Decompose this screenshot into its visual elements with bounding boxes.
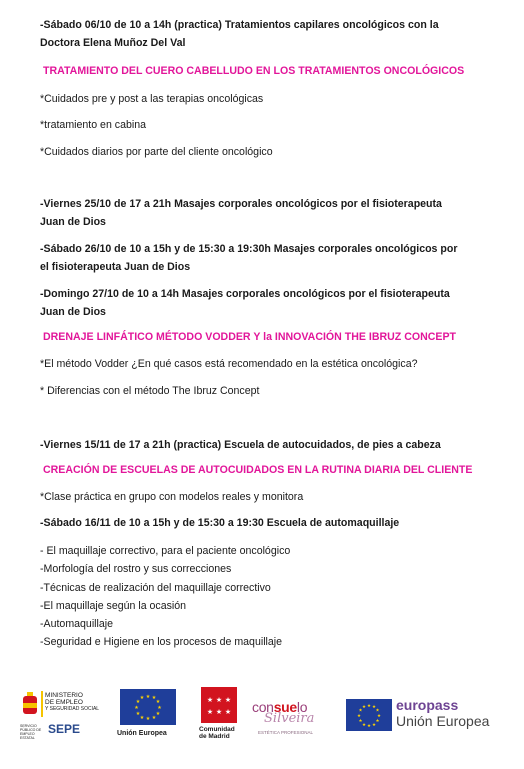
bullet-item: *Cuidados pre y post a las terapias oncológicas xyxy=(40,93,264,105)
svg-text:★: ★ xyxy=(206,708,214,716)
svg-text:★: ★ xyxy=(139,715,145,721)
section-heading: DRENAJE LINFÁTICO MÉTODO VODDER Y la INNOVACIÓN THE IBRUZ CONCEPT xyxy=(43,331,456,343)
madrid-text: Comunidad xyxy=(199,726,235,733)
eu-flag-icon xyxy=(120,689,176,725)
svg-text:★: ★ xyxy=(145,716,151,722)
silveira-text: Silveira xyxy=(264,711,315,726)
bullet-item: *El método Vodder ¿En qué casos está recomendado en la estética oncológica? xyxy=(40,358,418,370)
svg-text:★: ★ xyxy=(358,708,363,714)
session-line: -Domingo 27/10 de 10 a 14h Masajes corporales oncológicos por el fisioterapeuta xyxy=(40,288,450,300)
svg-text:★: ★ xyxy=(151,695,157,701)
sponsor-logos xyxy=(0,683,524,743)
madrid-text: de Madrid xyxy=(199,733,230,740)
svg-text:★: ★ xyxy=(366,704,372,709)
svg-text:★: ★ xyxy=(134,705,139,711)
svg-text:★: ★ xyxy=(145,694,151,700)
svg-text:★: ★ xyxy=(358,719,363,724)
list-item: -Técnicas de realización del maquillaje correctivo xyxy=(40,582,271,594)
session-line: -Sábado 06/10 de 10 a 14h (practica) Tratamientos capilares oncológicos con la xyxy=(40,19,439,31)
bullet-item: *Cuidados diarios por parte del cliente oncológico xyxy=(40,146,273,158)
svg-text:★: ★ xyxy=(215,696,223,704)
svg-text:★: ★ xyxy=(224,708,232,716)
svg-text:★: ★ xyxy=(157,705,162,711)
list-item: -Morfología del rostro y sus correcciones xyxy=(40,563,232,575)
svg-text:★: ★ xyxy=(215,708,223,716)
svg-text:★: ★ xyxy=(371,723,377,728)
svg-text:★: ★ xyxy=(356,714,362,719)
svg-text:★: ★ xyxy=(151,715,157,721)
consuelo-text: sue xyxy=(273,699,297,715)
svg-text:★: ★ xyxy=(155,699,161,705)
svg-text:★: ★ xyxy=(375,708,380,714)
svg-text:★: ★ xyxy=(135,699,141,705)
madrid-flag-icon xyxy=(201,687,237,723)
madrid-logo xyxy=(199,687,239,741)
consuelo-text: con xyxy=(252,699,274,715)
session-line: -Sábado 16/11 de 10 a 15h y de 15:30 a 19:30 Escuela de automaquillaje xyxy=(40,517,400,529)
svg-text:★: ★ xyxy=(376,714,382,719)
svg-text:★: ★ xyxy=(361,723,367,728)
eu-logo xyxy=(117,689,179,739)
list-item: -El maquillaje según la ocasión xyxy=(40,600,187,612)
session-line: -Viernes 15/11 de 17 a 21h (practica) Escuela de autocuidados, de pies a cabeza xyxy=(40,439,441,451)
europass-logo xyxy=(346,699,506,735)
svg-text:★: ★ xyxy=(361,705,367,710)
sepe-subtitle: SERVICIO PÚBLICO DE EMPLEO ESTATAL xyxy=(20,724,42,740)
svg-text:★: ★ xyxy=(206,696,214,704)
consuelo-text: lo xyxy=(296,699,308,715)
ministerio-text: Y SEGURIDAD SOCIAL xyxy=(45,706,100,712)
svg-text:★: ★ xyxy=(366,724,372,729)
session-line: Juan de Dios xyxy=(40,306,106,318)
eu-flag-icon xyxy=(346,699,392,731)
session-line: Doctora Elena Muñoz Del Val xyxy=(40,37,186,49)
session-line: -Sábado 26/10 de 10 a 15h y de 15:30 a 19:30h Masajes corporales oncológicos por xyxy=(40,243,458,255)
europass-text: europass xyxy=(396,697,459,713)
europass-eu-text: Unión Europea xyxy=(396,713,490,729)
ministerio-text: DE EMPLEO xyxy=(45,699,83,706)
svg-text:★: ★ xyxy=(224,696,232,704)
svg-text:★: ★ xyxy=(375,719,380,724)
bullet-item: *tratamiento en cabina xyxy=(40,119,147,131)
svg-text:★: ★ xyxy=(155,711,161,717)
session-line: el fisioterapeuta Juan de Dios xyxy=(40,261,191,273)
bullet-item: *Clase práctica en grupo con modelos reales y monitora xyxy=(40,491,304,503)
consuelo-silveira-logo xyxy=(252,699,332,739)
svg-text:★: ★ xyxy=(135,711,141,717)
session-line: Juan de Dios xyxy=(40,216,106,228)
sepe-text: SEPE xyxy=(48,722,81,736)
section-heading: CREACIÓN DE ESCUELAS DE AUTOCUIDADOS EN LA RUTINA DIARIA DEL CLIENTE xyxy=(43,464,473,476)
session-line: -Viernes 25/10 de 17 a 21h Masajes corporales oncológicos por el fisioterapeuta xyxy=(40,198,442,210)
list-item: -Seguridad e Higiene en los procesos de maquillaje xyxy=(40,636,283,648)
ministerio-text: MINISTERIO xyxy=(45,692,83,699)
list-item: - El maquillaje correctivo, para el paciente oncológico xyxy=(40,545,291,557)
svg-text:★: ★ xyxy=(371,705,377,710)
coat-of-arms-icon xyxy=(20,691,40,719)
bullet-item: * Diferencias con el método The Ibruz Concept xyxy=(40,385,260,397)
section-heading: TRATAMIENTO DEL CUERO CABELLUDO EN LOS TRATAMIENTOS ONCOLÓGICOS xyxy=(43,65,465,77)
consuelo-subtitle: ESTÉTICA PROFESIONAL xyxy=(258,730,314,735)
svg-text:★: ★ xyxy=(139,695,145,701)
eu-text: Unión Europea xyxy=(117,730,167,737)
ministerio-sepe-logo xyxy=(20,691,100,740)
list-item: -Automaquillaje xyxy=(40,618,114,630)
